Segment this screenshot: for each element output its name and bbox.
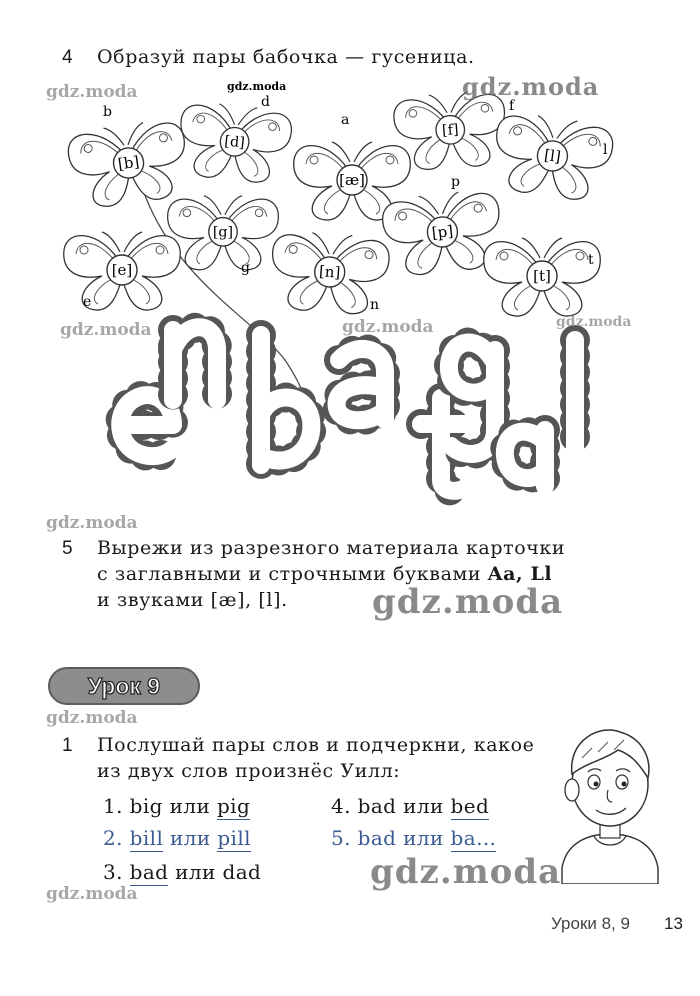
watermark-big: gdz.moda (370, 852, 562, 892)
butterfly-d (176, 100, 294, 185)
butterfly-letter: d (261, 94, 270, 110)
pair-word-b-underlined[interactable]: pig (216, 794, 251, 818)
butterfly-sound: [d] (223, 133, 246, 152)
butterfly-b (66, 117, 192, 210)
butterfly-sound: [g] (212, 224, 234, 241)
watermark-tiny: gdz.moda (227, 80, 287, 93)
watermark-small: gdz.moda (556, 314, 632, 330)
butterfly-caterpillar-illustration (55, 80, 695, 520)
lesson-title: Урок 9 (87, 673, 161, 699)
pair-word-b-underlined[interactable]: ba… (450, 826, 497, 850)
pair-word-a: bad (357, 826, 397, 850)
pair-number: 1. (103, 794, 123, 818)
footer-section: Уроки 8, 9 (551, 914, 630, 933)
pair-word-a-underlined[interactable]: bill (129, 826, 164, 850)
watermark-small: gdz.moda (46, 708, 138, 728)
butterfly-letter: n (370, 297, 380, 313)
task-1-number: 1 (62, 735, 73, 756)
pair-number: 4. (331, 794, 351, 818)
butterfly-letter: a (341, 112, 350, 128)
task-1-line-2: из двух слов произнёс Уилл: (97, 760, 401, 782)
word-pair-1 (103, 794, 250, 818)
butterfly-sound: [b] (116, 152, 141, 174)
task-5-line-1: Вырежи из разрезного материала карточки (97, 537, 566, 559)
task-5-line-3: и звуками [æ], [l]. (97, 589, 288, 611)
butterfly-letter: f (509, 98, 515, 114)
pair-word-b: dad (222, 860, 262, 884)
caterpillar-b (261, 335, 311, 465)
word-pair-5 (331, 826, 496, 850)
task-5-line-2 (97, 561, 552, 588)
task-1-line-1: Послушай пары слов и подчеркни, какое (97, 734, 535, 756)
caterpillar-a-small (505, 430, 545, 486)
butterfly-sound: [t] (533, 267, 551, 285)
butterfly-sound: [n] (318, 262, 342, 282)
pair-or: или (170, 826, 211, 850)
pair-word-b-underlined[interactable]: bed (450, 794, 490, 818)
butterfly-letter: t (588, 252, 594, 268)
task-5-letters: Aa, Ll (487, 563, 553, 585)
caterpillar-letters (120, 327, 575, 491)
butterfly-sound: [e] (111, 261, 133, 279)
pair-or: или (175, 860, 216, 884)
butterfly-letter: l (603, 142, 608, 158)
watermark-small: gdz.moda (60, 320, 152, 340)
pair-number: 5. (331, 826, 351, 850)
word-pair-3 (103, 860, 261, 884)
task-4-instruction: Образуй пары бабочка — гусеница. (97, 46, 475, 68)
watermark-small: gdz.moda (46, 82, 138, 102)
watermark-small: gdz.moda (46, 513, 138, 533)
pair-number: 2. (103, 826, 123, 850)
caterpillar-a (337, 349, 385, 420)
pair-word-a: big (129, 794, 163, 818)
butterfly-sound: [p] (430, 221, 454, 243)
word-pair-2 (103, 826, 251, 850)
task-5-line-2-text: с заглавными и строчными буквами (97, 563, 488, 585)
butterfly-l (489, 110, 615, 203)
word-pair-4 (331, 794, 489, 818)
caterpillar-n (173, 327, 217, 400)
pair-or: или (403, 794, 444, 818)
butterfly-e (64, 232, 181, 310)
pair-word-a-underlined[interactable]: bad (129, 860, 169, 884)
butterfly-letter: g (241, 260, 250, 276)
butterfly-sound: [f] (441, 121, 460, 140)
butterfly-g (168, 196, 279, 270)
pair-number: 3. (103, 860, 123, 884)
butterfly-letter: b (103, 104, 112, 120)
pair-or: или (403, 826, 444, 850)
task-5-number: 5 (62, 538, 73, 559)
pair-word-a: bad (357, 794, 397, 818)
page-number: 13 (664, 914, 683, 933)
watermark-small: gdz.moda (46, 884, 138, 904)
watermark-medium: gdz.moda (462, 72, 600, 101)
butterfly-t (484, 238, 601, 316)
butterfly-sound: [æ] (339, 171, 365, 189)
lesson-title-badge (48, 667, 200, 705)
butterfly-sound: [l] (543, 145, 562, 167)
watermark-big: gdz.moda (372, 582, 564, 622)
butterfly-letter: e (83, 294, 92, 310)
pair-word-b-underlined[interactable]: pill (217, 826, 251, 850)
boy-illustration (548, 718, 672, 884)
watermark-small: gdz.moda (342, 317, 434, 337)
task-4-number: 4 (62, 47, 73, 68)
pair-or: или (169, 794, 211, 818)
butterfly-letter: p (451, 174, 460, 190)
